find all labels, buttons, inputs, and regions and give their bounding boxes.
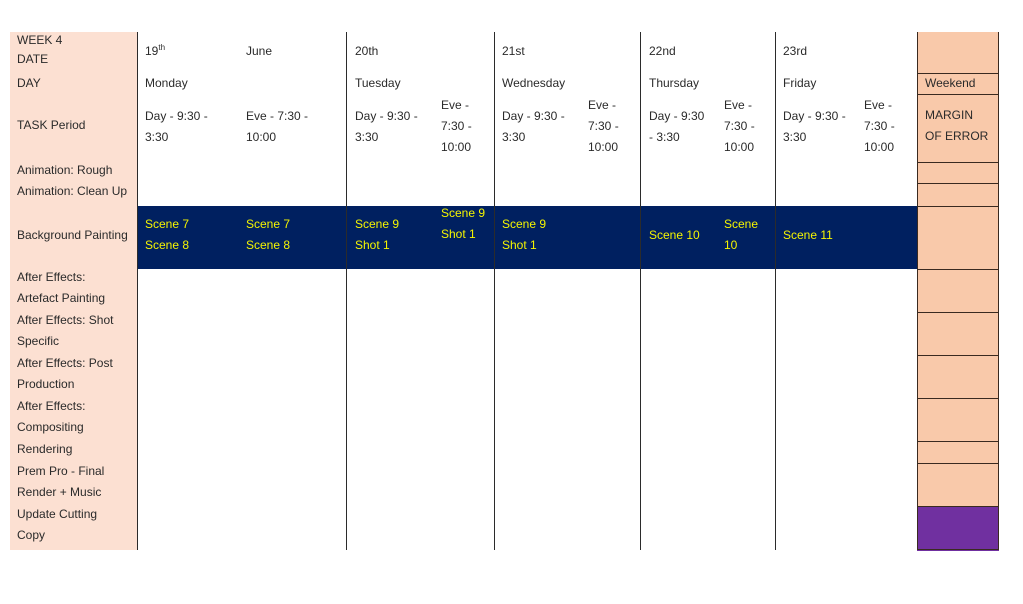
thu-day-period-2: - 3:30 bbox=[649, 130, 680, 144]
band-mon-day-1: Scene 7 bbox=[145, 217, 190, 231]
task-period-label: TASK Period bbox=[17, 118, 86, 132]
ae-post-label-2: Production bbox=[17, 377, 75, 391]
column-divider bbox=[494, 32, 495, 550]
mon-eve-period-1: Eve - 7:30 - bbox=[246, 109, 309, 123]
ae-shot-label-1: After Effects: Shot bbox=[17, 313, 114, 327]
column-divider bbox=[137, 32, 138, 550]
band-wed-day-2: Shot 1 bbox=[502, 238, 537, 252]
column-divider bbox=[346, 32, 347, 550]
wed-eve-period-2: 7:30 - bbox=[588, 119, 619, 133]
thu-eve-period-2: 7:30 - bbox=[724, 119, 755, 133]
fri-eve-period-3: 10:00 bbox=[864, 140, 895, 154]
margin-label-1: MARGIN bbox=[925, 108, 973, 122]
band-fri-day: Scene 11 bbox=[783, 228, 833, 242]
column-divider bbox=[775, 32, 776, 550]
month-label: June bbox=[246, 44, 273, 58]
fri-day-period-1: Day - 9:30 - bbox=[783, 109, 846, 123]
tue-day-period-2: 3:30 bbox=[355, 130, 379, 144]
band-thu-day: Scene 10 bbox=[649, 228, 700, 242]
wed-eve-period-3: 10:00 bbox=[588, 140, 619, 154]
date-monday: 19th bbox=[145, 43, 166, 58]
update-cutting-label-1: Update Cutting bbox=[17, 507, 98, 521]
ae-artefact-label-1: After Effects: bbox=[17, 270, 86, 284]
day-monday: Monday bbox=[145, 76, 188, 90]
thu-eve-period-3: 10:00 bbox=[724, 140, 755, 154]
band-mon-eve-2: Scene 8 bbox=[246, 238, 291, 252]
tue-eve-period-1: Eve - bbox=[441, 98, 470, 112]
day-label: DAY bbox=[17, 76, 41, 90]
band-wed-day-1: Scene 9 bbox=[502, 217, 547, 231]
ae-post-label-1: After Effects: Post bbox=[17, 356, 113, 370]
wed-eve-period-1: Eve - bbox=[588, 98, 617, 112]
week-label: WEEK 4 bbox=[17, 33, 63, 47]
prem-pro-label-2: Render + Music bbox=[17, 485, 102, 499]
ae-artefact-label-2: Artefact Painting bbox=[17, 291, 106, 305]
ae-comp-label-2: Compositing bbox=[17, 420, 84, 434]
weekend-label: Weekend bbox=[925, 76, 976, 90]
update-cutting-label-2: Copy bbox=[17, 528, 46, 542]
thu-eve-period-1: Eve - bbox=[724, 98, 753, 112]
prem-pro-label-1: Prem Pro - Final bbox=[17, 464, 105, 478]
animation-cleanup-label: Animation: Clean Up bbox=[17, 184, 128, 198]
fri-day-period-2: 3:30 bbox=[783, 130, 807, 144]
background-painting-label: Background Painting bbox=[17, 228, 128, 242]
band-tue-eve-2: Shot 1 bbox=[441, 227, 476, 241]
day-friday: Friday bbox=[783, 76, 817, 90]
band-tue-day-1: Scene 9 bbox=[355, 217, 400, 231]
day-tuesday: Tuesday bbox=[355, 76, 401, 90]
ae-shot-label-2: Specific bbox=[17, 334, 60, 348]
band-mon-eve-1: Scene 7 bbox=[246, 217, 291, 231]
date-friday: 23rd bbox=[783, 44, 808, 58]
tue-day-period-1: Day - 9:30 - bbox=[355, 109, 418, 123]
column-divider bbox=[640, 32, 641, 550]
date-wednesday: 21st bbox=[502, 44, 525, 58]
rendering-label: Rendering bbox=[17, 442, 73, 456]
mon-eve-period-2: 10:00 bbox=[246, 130, 277, 144]
wed-day-period-2: 3:30 bbox=[502, 130, 526, 144]
band-thu-eve-2: 10 bbox=[724, 238, 738, 252]
date-thursday: 22nd bbox=[649, 44, 676, 58]
band-tue-day-2: Shot 1 bbox=[355, 238, 390, 252]
date-label: DATE bbox=[17, 52, 49, 66]
date-tuesday: 20th bbox=[355, 44, 379, 58]
wed-day-period-1: Day - 9:30 - bbox=[502, 109, 565, 123]
band-mon-day-2: Scene 8 bbox=[145, 238, 190, 252]
animation-rough-label: Animation: Rough bbox=[17, 163, 113, 177]
margin-label-2: OF ERROR bbox=[925, 129, 989, 143]
band-tue-eve-1: Scene 9 bbox=[441, 206, 486, 220]
tue-eve-period-2: 7:30 - bbox=[441, 119, 472, 133]
tue-eve-period-3: 10:00 bbox=[441, 140, 472, 154]
day-wednesday: Wednesday bbox=[502, 76, 566, 90]
ae-comp-label-1: After Effects: bbox=[17, 399, 86, 413]
fri-eve-period-1: Eve - bbox=[864, 98, 893, 112]
day-thursday: Thursday bbox=[649, 76, 700, 90]
band-thu-eve-1: Scene bbox=[724, 217, 759, 231]
fri-eve-period-2: 7:30 - bbox=[864, 119, 895, 133]
thu-day-period-1: Day - 9:30 bbox=[649, 109, 705, 123]
mon-day-period-1: Day - 9:30 - bbox=[145, 109, 208, 123]
mon-day-period-2: 3:30 bbox=[145, 130, 169, 144]
